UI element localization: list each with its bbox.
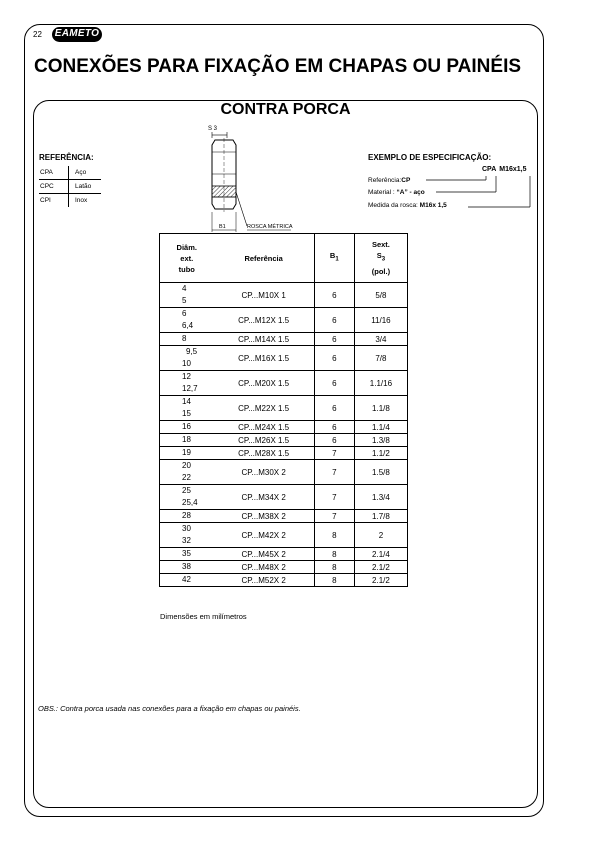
- cell-diameter-value: 22: [182, 473, 191, 482]
- s3-label: S 3: [208, 126, 218, 132]
- cell-b1: 8: [314, 574, 354, 587]
- table-row: [160, 308, 408, 333]
- cell-diameter-value: 38: [182, 562, 191, 571]
- header-diameter: [160, 234, 214, 283]
- cell-diameter: [160, 421, 214, 434]
- cell-diameter: [160, 485, 214, 510]
- cell-b1: 7: [314, 485, 354, 510]
- cell-s3: 2.1/4: [372, 549, 390, 559]
- dimensions-table: [159, 233, 408, 587]
- cell-s3: 1.3/4: [372, 492, 390, 502]
- page-title: CONEXÕES PARA FIXAÇÃO EM CHAPAS OU PAINÉIS: [34, 56, 522, 77]
- table-row: [160, 447, 408, 460]
- cell-reference: CP...M38X 2: [214, 510, 315, 523]
- cell-diameter-value: 10: [182, 359, 191, 368]
- cell-diameter: [160, 333, 214, 346]
- example-line-value: “A” - aço: [396, 189, 425, 196]
- cell-b1: 8: [314, 548, 354, 561]
- example-line-label: Medida da rosca:: [368, 202, 420, 209]
- header-b1-symbol: B: [329, 251, 336, 261]
- cell-diameter: [160, 574, 214, 587]
- example-line-value: CP: [401, 177, 411, 184]
- cell-reference: CP...M10X 1: [214, 283, 315, 308]
- cell-b1: 6: [314, 421, 354, 434]
- cell-diameter: [160, 447, 214, 460]
- cell-diameter-value: 12: [182, 372, 191, 381]
- header-s3: [354, 234, 407, 283]
- cell-b1: 8: [314, 561, 354, 574]
- cell-diameter: [160, 434, 214, 447]
- cell-diameter-value: 32: [182, 536, 191, 545]
- cell-s3: 5/8: [375, 290, 387, 300]
- cell-b1: 7: [314, 510, 354, 523]
- example-heading: EXEMPLO DE ESPECIFICAÇÃO:: [368, 153, 492, 162]
- example-line-reference: [368, 177, 410, 184]
- observation-note: OBS.: Contra porca usada nas conexões para a fixação em chapas ou painéis.: [38, 704, 301, 713]
- reference-code: CPI: [39, 194, 69, 208]
- cell-reference: CP...M26X 1.5: [214, 434, 315, 447]
- header-b1-subscript: 1: [335, 256, 339, 263]
- reference-material: Aço: [69, 166, 102, 180]
- cell-s3: 1.1/8: [372, 403, 390, 413]
- table-row: [160, 574, 408, 587]
- cell-reference: CP...M20X 1.5: [214, 371, 315, 396]
- header-diameter-line: Diâm.: [176, 242, 197, 252]
- cell-reference: CP...M52X 2: [214, 574, 315, 587]
- cell-diameter-value: 15: [182, 409, 191, 418]
- section-title: CONTRA PORCA: [220, 101, 351, 118]
- cell-b1: 6: [314, 346, 354, 371]
- cell-diameter-value: 18: [182, 435, 191, 444]
- cell-b1: 6: [314, 396, 354, 421]
- cell-diameter: [160, 308, 214, 333]
- table-row: [160, 421, 408, 434]
- header-b1: [314, 234, 354, 283]
- table-row: [160, 333, 408, 346]
- cell-diameter-value: 14: [182, 397, 191, 406]
- header-diameter-line: ext.: [180, 253, 194, 263]
- cell-diameter-value: 4: [182, 284, 187, 293]
- table-row: [160, 283, 408, 308]
- cell-b1: 7: [314, 460, 354, 485]
- cell-diameter: [160, 510, 214, 523]
- cell-s3: 2.1/2: [372, 562, 390, 572]
- cell-diameter-value: 19: [182, 448, 191, 457]
- cell-reference: CP...M12X 1.5: [214, 308, 315, 333]
- cell-diameter-value: 30: [182, 524, 191, 533]
- cell-diameter: [160, 371, 214, 396]
- cell-b1: 6: [314, 434, 354, 447]
- cell-reference: CP...M34X 2: [214, 485, 315, 510]
- cell-s3: 1.1/4: [372, 422, 390, 432]
- cell-b1: 6: [314, 308, 354, 333]
- cell-diameter-value: 9,5: [186, 347, 198, 356]
- header-s3-line: (pol.): [371, 266, 391, 276]
- cell-diameter-value: 25: [182, 486, 191, 495]
- cell-diameter-value: 5: [182, 296, 187, 305]
- reference-table: [39, 166, 101, 207]
- table-row: [160, 510, 408, 523]
- reference-heading: REFERÊNCIA:: [39, 153, 94, 162]
- example-code-part: M16x1,5: [499, 166, 527, 173]
- cell-diameter-value: 6: [182, 309, 187, 318]
- example-line-material: [368, 189, 425, 196]
- cell-reference: CP...M30X 2: [214, 460, 315, 485]
- example-line-label: Material :: [368, 189, 397, 196]
- header-reference: Referência: [214, 234, 315, 283]
- cell-reference: CP...M45X 2: [214, 548, 315, 561]
- cell-b1: 6: [314, 371, 354, 396]
- cell-b1: 6: [314, 333, 354, 346]
- header-s3-symbol: S: [376, 251, 382, 261]
- table-body: [160, 283, 408, 587]
- reference-code: CPA: [39, 166, 69, 180]
- reference-row: [39, 194, 101, 208]
- brand-logo: [52, 27, 102, 42]
- cell-diameter: [160, 460, 214, 485]
- cell-reference: CP...M42X 2: [214, 523, 315, 548]
- example-line-label: Referência:: [368, 177, 402, 184]
- cell-s3: 1.1/2: [372, 448, 390, 458]
- table-row: [160, 346, 408, 371]
- cell-diameter-value: 42: [182, 575, 191, 584]
- table-row: [160, 523, 408, 548]
- cell-s3: 7/8: [375, 353, 387, 363]
- cell-diameter-value: 12,7: [182, 384, 198, 393]
- table-row: [160, 561, 408, 574]
- cell-reference: CP...M24X 1.5: [214, 421, 315, 434]
- logo-text: EAMETO: [54, 28, 100, 39]
- cell-s3: 1.3/8: [372, 435, 390, 445]
- cell-reference: CP...M48X 2: [214, 561, 315, 574]
- page-number: 22: [33, 30, 42, 39]
- example-line-thread: [368, 202, 447, 209]
- cell-s3: 3/4: [375, 334, 387, 344]
- cell-diameter-value: 8: [182, 334, 187, 343]
- dimensions-note: Dimensões em milímetros: [160, 612, 247, 621]
- cell-reference: CP...M14X 1.5: [214, 333, 315, 346]
- cell-b1: 7: [314, 447, 354, 460]
- cell-diameter: [160, 396, 214, 421]
- cell-diameter-value: 28: [182, 511, 191, 520]
- cell-b1: 6: [314, 283, 354, 308]
- table-header-row: [160, 234, 408, 283]
- header-s3-line: Sext.: [371, 240, 390, 250]
- cell-s3: 2: [378, 530, 384, 540]
- table-row: [160, 396, 408, 421]
- cell-b1: 8: [314, 523, 354, 548]
- table-row: [160, 460, 408, 485]
- nut-drawing: [195, 122, 355, 234]
- thread-label: ROSCA MÉTRICA: [247, 224, 293, 230]
- cell-diameter-value: 6,4: [182, 321, 194, 330]
- cell-diameter: [160, 283, 214, 308]
- cell-s3: 11/16: [371, 315, 391, 325]
- cell-s3: 1.1/16: [369, 378, 393, 388]
- header-diameter-line: tubo: [178, 264, 195, 274]
- table-row: [160, 371, 408, 396]
- cell-diameter: [160, 561, 214, 574]
- cell-s3: 1.5/8: [372, 467, 390, 477]
- cell-reference: CP...M28X 1.5: [214, 447, 315, 460]
- cell-diameter: [160, 346, 214, 371]
- cell-s3: 2.1/2: [372, 575, 390, 585]
- reference-material: Inox: [75, 197, 88, 204]
- reference-material: Latão: [69, 180, 102, 194]
- cell-reference: CP...M22X 1.5: [214, 396, 315, 421]
- cell-s3: 1.7/8: [372, 511, 390, 521]
- example-line-value: M16x 1,5: [419, 202, 447, 209]
- hatched-section: [212, 186, 236, 197]
- cell-diameter-value: 25,4: [182, 498, 198, 507]
- table-row: [160, 434, 408, 447]
- header-s3-subscript: 3: [381, 256, 386, 263]
- cell-diameter: [160, 548, 214, 561]
- reference-row: [39, 180, 101, 194]
- reference-code: CPC: [39, 180, 69, 194]
- table-row: [160, 548, 408, 561]
- reference-row: [39, 166, 101, 180]
- cell-reference: CP...M16X 1.5: [214, 346, 315, 371]
- table-row: [160, 485, 408, 510]
- cell-diameter-value: 20: [182, 461, 191, 470]
- cell-diameter: [160, 523, 214, 548]
- cell-diameter-value: 35: [182, 549, 191, 558]
- cell-diameter-value: 16: [182, 422, 191, 431]
- b1-label: B1: [219, 224, 226, 230]
- example-code-part: CPA: [482, 166, 497, 173]
